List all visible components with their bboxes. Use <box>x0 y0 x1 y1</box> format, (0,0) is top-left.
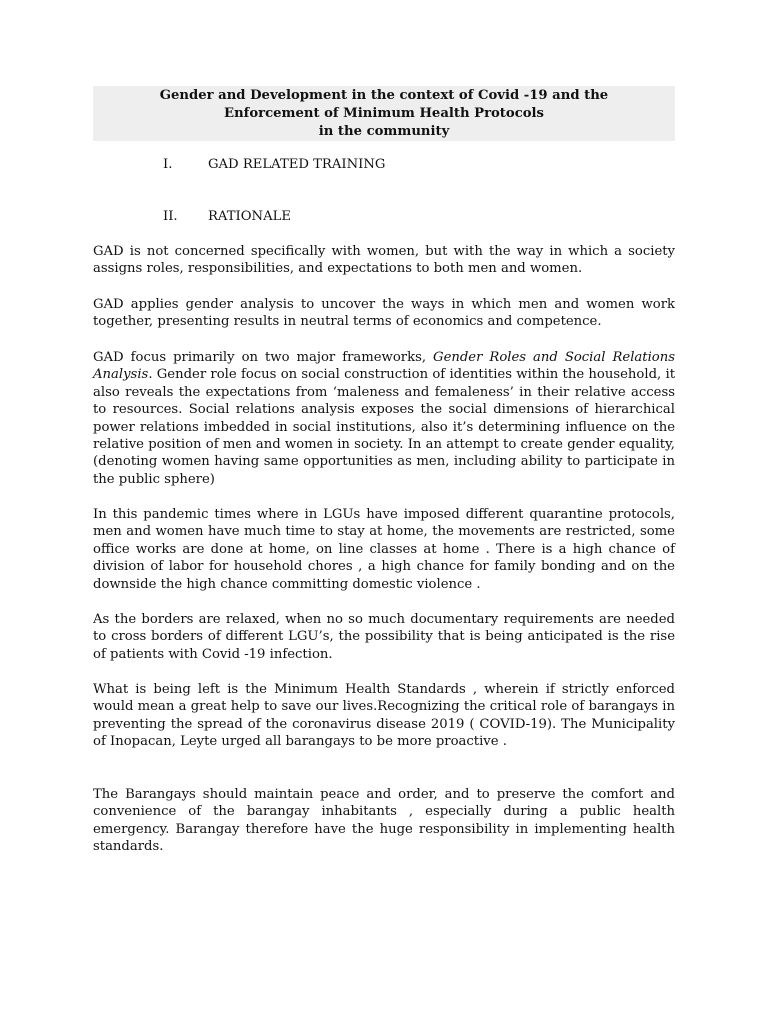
paragraph-text: In this pandemic times where in LGUs have imposed different quarantine protocols, men and women have much time to stay at home, the movements are restricted, some office works are done at home, on line classes at home . There is a high chance of division of labor for household chores , a high chance for family bonding and on the downside the high chance committing domestic violence . <box>93 507 675 592</box>
paragraph-pandemic <box>93 506 675 593</box>
paragraph-text: What is being left is the Minimum Health Standards , wherein if strictly enforced would mean a great help to save our lives.Recognizing the critical role of barangays in preventing the spread of the coronavirus disease 2019 ( COVID-19). The Municipality of Inopacan, Leyte urged all barangays to be more proactive . <box>93 682 675 750</box>
section-number: II. <box>163 209 178 224</box>
paragraph-text <box>93 349 675 488</box>
paragraph-text-part: . Gender role focus on social construction of identities within the household, it also reveals the expectations from ‘maleness and femaleness’ in their relative access to resources. Social relations analysis exposes the social dimensions of hierarchical power relations imbedded in social institutions, also it’s determining influence on the relative position of men and women in society. In an attempt to create gender equality, (denoting women having same opportunities as men, including ability to participate in the public sphere) <box>93 367 675 487</box>
section-number: I. <box>163 157 173 172</box>
paragraph-text-part: GAD focus primarily on two major frameworks, <box>93 350 434 365</box>
title-line-3: in the community <box>318 124 450 139</box>
section-heading-gad-training <box>163 157 385 172</box>
paragraph-frameworks <box>93 349 675 488</box>
section-label: RATIONALE <box>208 209 291 224</box>
paragraph-text: The Barangays should maintain peace and order, and to preserve the comfort and convenience of the barangay inhabitants , especially during a public health emergency. Barangay therefore have the huge responsibility in implementing health standards. <box>93 787 675 855</box>
paragraph-health-standards <box>93 681 675 751</box>
paragraph-barangays <box>93 786 675 856</box>
paragraph-borders <box>93 611 675 663</box>
paragraph-gad-definition <box>93 243 675 278</box>
paragraph-text: As the borders are relaxed, when no so much documentary requirements are needed to cross borders of different LGU’s, the possibility that is being anticipated is the rise of patients with Covid -19 infection. <box>93 612 675 662</box>
section-heading-rationale <box>163 209 291 224</box>
paragraph-gender-analysis <box>93 296 675 331</box>
title-line-2: Enforcement of Minimum Health Protocols <box>224 106 544 121</box>
paragraph-text: GAD is not concerned specifically with women, but with the way in which a society assigns roles, responsibilities, and expectations to both men and women. <box>93 244 675 277</box>
paragraph-text: GAD applies gender analysis to uncover the ways in which men and women work together, presenting results in neutral terms of economics and competence. <box>93 297 675 330</box>
section-label: GAD RELATED TRAINING <box>208 157 386 172</box>
framework-names: Gender Roles and Social Relations Analysis <box>93 350 676 383</box>
document-title <box>93 86 675 141</box>
title-line-1: Gender and Development in the context of Covid -19 and the <box>159 88 609 103</box>
